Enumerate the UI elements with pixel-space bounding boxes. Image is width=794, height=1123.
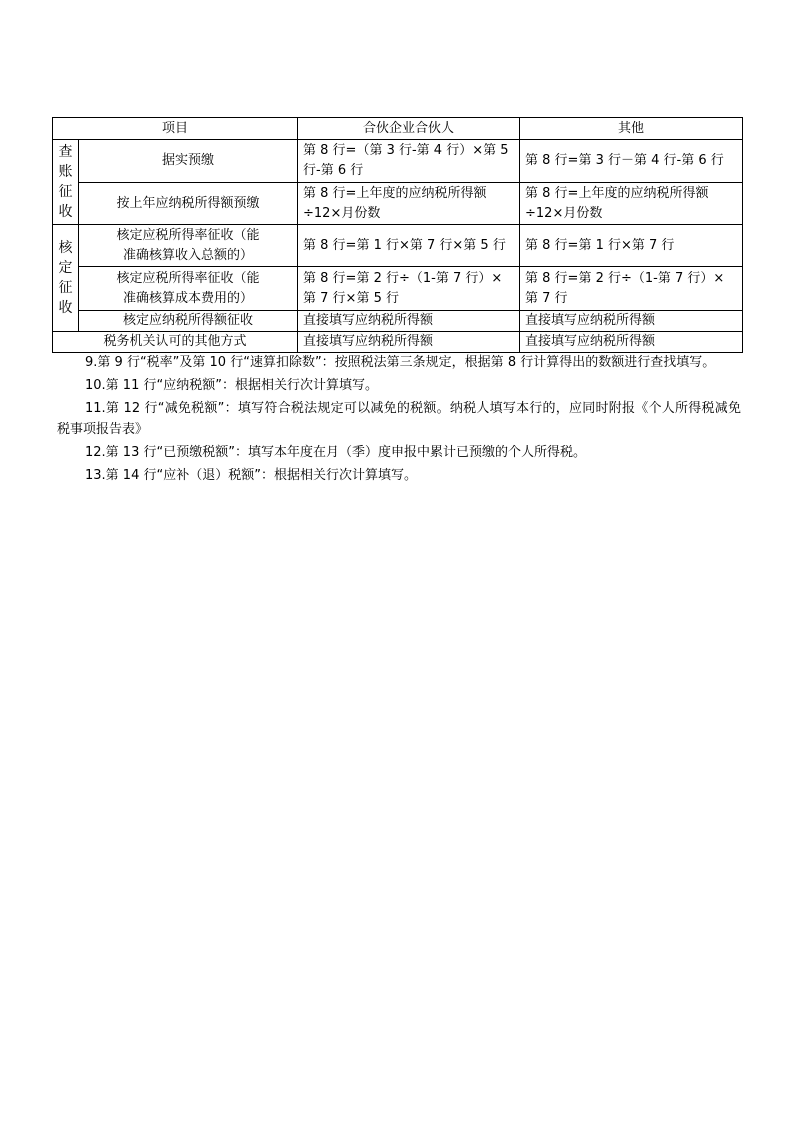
- table-row: [53, 332, 743, 353]
- row-partner-formula: 直接填写应纳税所得额: [298, 332, 520, 353]
- table-row: [53, 311, 743, 332]
- header-item: 项目: [53, 118, 298, 140]
- note-item-10: 10.第 11 行“应纳税额”：根据相关行次计算填写。: [85, 378, 378, 393]
- row-partner-formula: 直接填写应纳税所得额: [298, 311, 520, 332]
- table-header-row: [53, 118, 743, 140]
- row-other-formula: 直接填写应纳税所得额: [520, 332, 743, 353]
- row-partner-formula: 第 8 行=上年度的应纳税所得额÷12×月份数: [298, 183, 520, 225]
- table-row: [53, 183, 743, 225]
- header-partner: 合伙企业合伙人: [298, 118, 520, 140]
- row-partner-formula: 第 8 行=第 2 行÷（1-第 7 行）×第 7 行×第 5 行: [298, 267, 520, 311]
- row-other-formula: 第 8 行=第 3 行－第 4 行-第 6 行: [520, 140, 743, 183]
- row-label: 据实预缴: [79, 140, 298, 183]
- table-row: [53, 225, 743, 267]
- table-row: [53, 140, 743, 183]
- group-label-assessed: 核定征收: [53, 225, 79, 332]
- header-other: 其他: [520, 118, 743, 140]
- note-item-12: 12.第 13 行“已预缴税额”：填写本年度在月（季）度申报中累计已预缴的个人所得税。: [85, 445, 586, 460]
- group-label-audit: 查账征收: [53, 140, 79, 225]
- row-other-formula: 第 8 行=第 1 行×第 7 行: [520, 225, 743, 267]
- row-label: 按上年应纳税所得额预缴: [79, 183, 298, 225]
- row-label: 核定应税所得率征收（能准确核算收入总额的）: [79, 225, 298, 267]
- tax-calculation-table: [52, 117, 743, 353]
- table-row: [53, 267, 743, 311]
- row-other-formula: 直接填写应纳税所得额: [520, 311, 743, 332]
- notes-section: [57, 352, 741, 488]
- row-partner-formula: 第 8 行=第 1 行×第 7 行×第 5 行: [298, 225, 520, 267]
- row-other-formula: 第 8 行=上年度的应纳税所得额÷12×月份数: [520, 183, 743, 225]
- row-label: 核定应纳税所得额征收: [79, 311, 298, 332]
- row-partner-formula: 第 8 行=（第 3 行-第 4 行）×第 5 行-第 6 行: [298, 140, 520, 183]
- note-item-13: 13.第 14 行“应补（退）税额”：根据相关行次计算填写。: [85, 468, 417, 483]
- note-item-11: 11.第 12 行“减免税额”：填写符合税法规定可以减免的税额。纳税人填写本行的，应同时附报《个人所得税减免税事项报告表》: [57, 401, 741, 437]
- note-item-9: 9.第 9 行“税率”及第 10 行“速算扣除数”：按照税法第三条规定，根据第 8 行计算得出的数额进行查找填写。: [85, 355, 716, 370]
- row-label: 核定应税所得率征收（能准确核算成本费用的）: [79, 267, 298, 311]
- row-label: 税务机关认可的其他方式: [53, 332, 298, 353]
- row-other-formula: 第 8 行=第 2 行÷（1-第 7 行）×第 7 行: [520, 267, 743, 311]
